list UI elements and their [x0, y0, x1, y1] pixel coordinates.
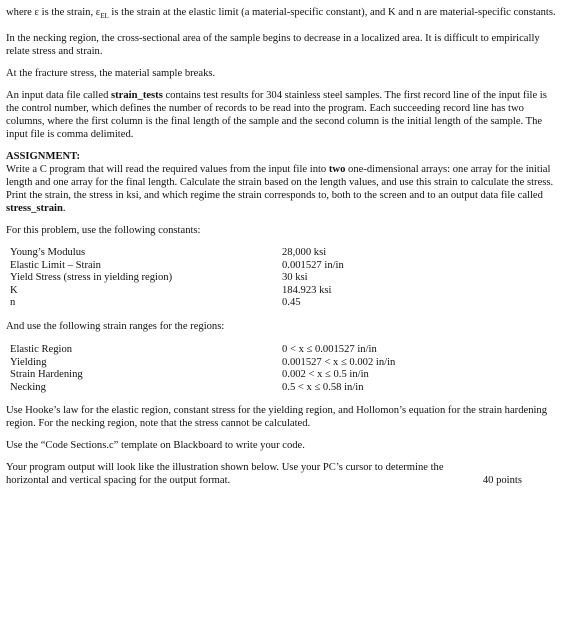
constants-intro: For this problem, use the following constants:	[6, 225, 201, 237]
constant-value: 28,000 ksi	[282, 247, 327, 259]
region-name: Elastic Region	[10, 344, 73, 356]
constant-value: 30 ksi	[282, 272, 308, 284]
input-file-name: strain_tests	[111, 90, 163, 102]
ranges-intro: And use the following strain ranges for the regions:	[6, 321, 225, 333]
two-bold: two	[328, 164, 346, 176]
region-range: 0.5 < x ≤ 0.58 in/in	[282, 381, 364, 393]
constant-name: n	[10, 297, 16, 309]
output-file-name: stress_strain	[6, 203, 63, 215]
constant-name: Yield Stress (stress in yielding region)	[10, 272, 173, 284]
strain-subscript: EL	[100, 12, 109, 21]
output-line-1: Your program output will look like the illustration shown below. Use your PC’s cursor to determine the	[6, 462, 444, 474]
region-name: Necking	[10, 381, 46, 393]
assignment-paragraph: Write a C program that will read the required values from the input file into two one-dimensional arrays: one array for the initial length and one array for the final length. Calculate the strain based on the length values, and use this strain to calculate the stress. Print the strain, the stress in ksi, and which regime the strain corresponds to, both to the screen and to an output data file called stress_strain.	[6, 164, 554, 215]
constants-table	[6, 247, 556, 310]
points-label: 40 points	[482, 475, 522, 487]
input-file-paragraph: An input data file called strain_tests contains test results for 304 stainless steel samples. The first record line of the input file is the control number, which defines the number of records to be read into the program. Each succeeding record line has two columns, where the first column is the final length of the sample and the second column is the initial length of the sample. The input file is comma delimited.	[6, 90, 547, 141]
assignment-heading: ASSIGNMENT:	[6, 151, 80, 163]
constant-value: 0.45	[282, 297, 301, 309]
template-paragraph: Use the “Code Sections.c” template on Blackboard to write your code.	[6, 440, 305, 452]
constant-name: Young’s Modulus	[10, 247, 86, 259]
output-paragraph	[6, 461, 556, 487]
constant-value: 0.001527 in/in	[282, 259, 344, 271]
region-range: 0.001527 < x ≤ 0.002 in/in	[282, 356, 396, 368]
hooke-paragraph: Use Hooke’s law for the elastic region, constant stress for the yielding region, and Hollomon’s equation for the strain hardening region. For the necking region, note that the stress cannot be calculated.	[6, 405, 548, 430]
region-name: Yielding	[10, 356, 47, 368]
ranges-table	[6, 344, 556, 394]
constant-name: Elastic Limit – Strain	[10, 259, 101, 271]
constant-name: K	[10, 284, 18, 296]
region-range: 0 < x ≤ 0.001527 in/in	[282, 344, 377, 356]
document-page	[6, 6, 556, 487]
region-range: 0.002 < x ≤ 0.5 in/in	[282, 369, 369, 381]
output-line-2: horizontal and vertical spacing for the output format. 40 points	[6, 474, 556, 487]
region-name: Strain Hardening	[10, 369, 83, 381]
fracture-paragraph: At the fracture stress, the material sample breaks.	[6, 68, 216, 80]
necking-paragraph: In the necking region, the cross-sectional area of the sample begins to decrease in a localized area. It is difficult to empirically relate stress and strain.	[6, 33, 540, 58]
constant-value: 184.923 ksi	[282, 284, 332, 296]
strain-definition-paragraph: where ε is the strain, $\varepsilon_{EL}$ is the strain at the elastic limit (a material-specific constant), and K and n are material-specific constants.	[6, 7, 556, 21]
